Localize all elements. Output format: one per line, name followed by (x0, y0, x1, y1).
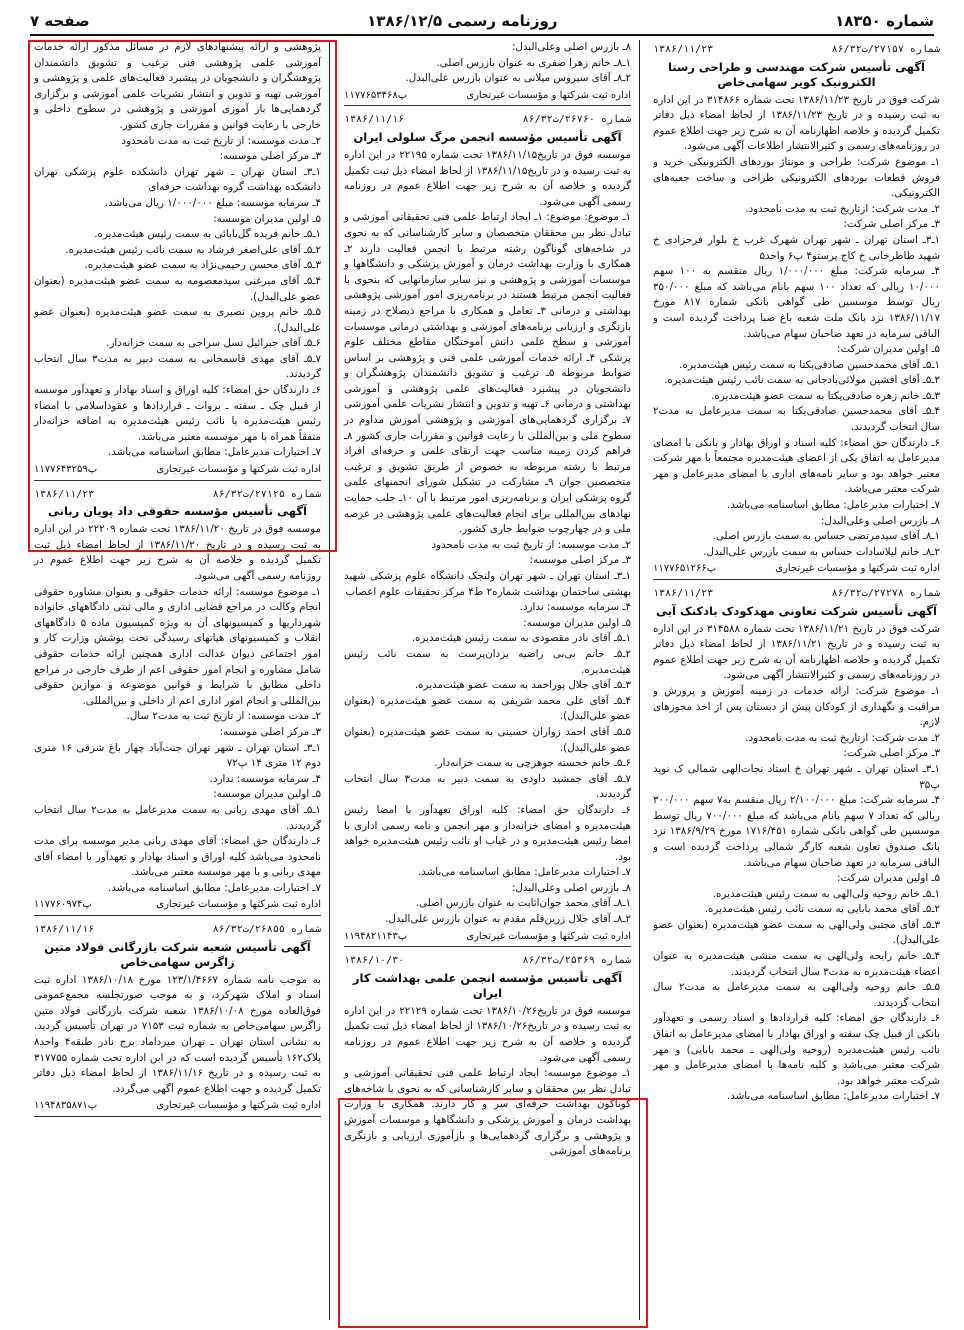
notice-footer (653, 561, 940, 580)
registry-name: اداره ثبت شرکتها و مؤسسات غیرتجاری (156, 1100, 321, 1112)
column-middle (340, 40, 640, 1320)
notice-paragraph: ۱ـ۳ـ استان تهران ـ شهر تهران ولنجک دانشگاه علوم پزشکی شهید بهشتی ساختمان بهداشت شماره۲ ط۴ مرکز تحقیقات علوم اعصاب (344, 570, 631, 598)
notice-paragraph: ۵ـ۵ـ خانم پروین نصیری به سمت عضو هیئت‌مدیره (بعنوان عضو علی‌البدل). (34, 306, 321, 334)
notice-code: پ۱۱۷۷۶۵۱۲۶۶ (653, 563, 717, 575)
notice-paragraph: ۷ـ اختیارات مدیرعامل: مطابق اساسنامه می‌باشد. (726, 499, 940, 512)
notice-code: پ۱۱۹۴۸۳۵۸۷۱ (34, 1100, 98, 1112)
notice-paragraph: ۲ـ مدت موسسه: از تاریخ ثبت به مدت نامحدود (121, 134, 321, 147)
notice-paragraph: موسسه فوق در تاریخ ۱۳۸۶/۱۱/۲۰ تحت شماره ۲۲۲۰۹ در این اداره به ثبت رسیده و در تاریخ ۱۳۸۶/۱۱/۲۰ از لحاظ امضاء ذیل ثبت تکمیل گردیده و خلاصه آن به شرح زیر جهت اطلاع عموم در روزنامه رسمی آگهی می‌شود. (34, 523, 321, 582)
notice-paragraph: ۴ـ سرمایه موسسه: ندارد. (209, 772, 321, 785)
notice (344, 40, 631, 106)
notice-number: شماره ۲۶۸۵۵/ت۸۶/۳۲ (212, 924, 321, 936)
page-header (30, 8, 934, 36)
newspaper-date: روزنامه رسمی ۱۳۸۶/۱۲/۵ (367, 12, 558, 30)
notice-paragraph: ۱ـ۸ـ آقای محمد جوان‌اثابت به عنوان بازرس اصلی. (415, 897, 631, 910)
notice-paragraph: ۱ـ۳ـ استان تهران ـ شهر تهران دانشکده علوم پزشکی تهران دانشکده بهداشت گروه بهداشت حرفه‌ای (34, 165, 321, 194)
registry-name: اداره ثبت شرکتها و مؤسسات غیرتجاری (466, 89, 631, 101)
notice-paragraph: ۴ـ سرمایه شرکت: مبلغ ۲/۱۰۰/۰۰۰ ریال منقسم به۷ سهم ۳۰۰/۰۰۰ ریالی که تعداد ۷ سهم بانام می‌باشد که مبلغ ۷۰۰/۰۰۰ ریال توسط موسسین طی گواهی بانکی شماره ۱۷۱۶/۴۵۱ مورخ ۱۳۸۶/۹/۲۹ نزد بانک صندوق تعاون شعبه کارگر شمالی پرداخت گردیده است و الباقی سرمایه در تعهد صاحبان سهام می‌باشد. (653, 794, 940, 869)
notice-paragraph: ۷ـ۵ـ آقای جمشید داودی به سمت دبیر به مدت۳ سال انتخاب گردیدند. (344, 772, 632, 801)
registry-name: اداره ثبت شرکتها و مؤسسات غیرتجاری (156, 464, 321, 476)
notice-number: شماره ۲۶۷۶۰/ت۸۶/۳۲ (522, 114, 631, 126)
notice-paragraph: ۲ـ۵ـ خانم بی‌بی راضیه یزدان‌پرست به سمت نائب رئیس هیئت‌مدیره. (344, 647, 631, 676)
notice-paragraph: ۱ـ۵ـ آقای مهدی ربانی به سمت مدیرعامل به مدت۲ سال انتخاب گردیدند. (34, 803, 321, 832)
notice-paragraph: ۴ـ۵ـ خانم رایحه ولی‌الهی به سمت منشی هیئت‌مدیره به عنوان اعضاء هیئت‌مدیره به مدت۳ سال انتخاب گردیدند. (653, 950, 940, 978)
notice-title: آگهی تأسیس شرکت مهندسی و طراحی رستا الکترونیک کویر سهامی‌خاص (667, 59, 926, 89)
notice-paragraph: ۸ـ بازرس اصلی وعلی‌البدل: (820, 514, 940, 527)
notice-paragraph: ۲ـ۵ـ آقای محمد بابایی به سمت نائب رئیس هیئت‌مدیره. (704, 903, 940, 916)
registry-name: اداره ثبت شرکتها و مؤسسات غیرتجاری (156, 899, 321, 911)
notice (653, 42, 940, 580)
notice-paragraph: ۳ـ مرکز اصلی موسسه: (219, 725, 321, 738)
notice-meta (653, 586, 940, 602)
notice-title: آگهی تأسیس مؤسسه انجمن مرگ سلولی ایران (353, 129, 622, 144)
notice-number: شماره ۲۷۱۲۵/ت۸۶/۳۲ (212, 488, 321, 500)
notice-paragraph: شرکت فوق در تاریخ ۱۳۸۶/۱۱/۲۳ تحت شماره ۳۱۴۸۶۶ در این اداره به ثبت رسیده و در تاریخ ۱۳۸۶/۱۱/۲۳ از لحاظ امضاء ذیل دفاتر تکمیل گردیده و خلاصه اظهارنامه آن به شرح زیر جهت اطلاع عموم در روزنامه‌های رسمی و کثیرالانتشار اطلاعات آگهی می‌شود. (653, 93, 940, 153)
notice-number: شماره ۲۵۳۶۹/ت۸۶/۳۲ (522, 955, 631, 967)
notice-paragraph: ۴ـ سرمایه موسسه: ندارد. (519, 601, 631, 614)
notice-paragraph: شرکت فوق در تاریخ ۱۳۸۶/۱۱/۲۱ تحت شماره ۳۱۴۵۸۸ در این اداره به ثبت رسیده و در تاریخ ۱۳۸۶/۱۱/۲۱ از لحاظ امضاء ذیل دفاتر تکمیل گردیده و خلاصه اظهارنامه آن به شرح زیر جهت اطلاع عموم در روزنامه‌های رسمی و کثیرالانتشار آگهی می‌شود. (653, 622, 940, 682)
notice-date: ۱۳۸۶/۱۱/۱۶ (34, 924, 95, 936)
notice-date: ۱۳۸۶/۱۰/۳۰ (344, 955, 405, 967)
notice-paragraph: ۸ـ بازرس اصلی وعلی‌البدل: (511, 881, 631, 894)
notice-meta (653, 42, 940, 58)
notice (344, 953, 631, 1160)
notice-title: آگهی تأسیس مؤسسه انجمن علمی بهداشت کار ایران (352, 970, 623, 1000)
notice-paragraph: ۲ـ۸ـ خانم لیلاسادات حساس به سمت بازرس علی‌البدل. (703, 545, 940, 558)
notice-code: پ۱۱۷۷۶۴۳۲۵۹ (34, 464, 98, 476)
notice-date: ۱۳۸۶/۱۱/۲۳ (34, 488, 95, 500)
notice-paragraph: ۳ـ۵ـ آقای مجتبی ولی‌الهی به سمت عضو هیئت‌مدیره (بعنوان عضو علی‌البدل). (653, 918, 940, 947)
notice-paragraph: ۷ـ اختیارات مدیرعامل: مطابق اساسنامه می‌باشد. (417, 866, 631, 879)
registry-name: اداره ثبت شرکتها و مؤسسات غیرتجاری (775, 563, 940, 575)
notice-paragraph: ۲ـ۵ـ آقای علی‌اصغر فرشاد به سمت نائب رئیس هیئت‌مدیره. (65, 243, 321, 256)
notice-paragraph: ۶ـ دارندگان حق امضاء: کلیه اوراق و اسناد بهادار و تعهدآور موسسه از قبیل چک ـ سفته ـ بروات ـ قراردادها و عقوداسلامی با امضاء رئیس هیئت‌مدیره یا نائب رئیس هیئت‌مدیره به اضافه خزانه‌دار متفقاً همراه با مهر موسسه معتبر می‌باشد. (34, 384, 321, 443)
notice-paragraph: ۵ـ اولین مدیران موسسه: (523, 616, 631, 629)
notice-title: آگهی تأسیس شرکت تعاونی مهدکودک بادکنک آبی (656, 603, 937, 618)
notice-code: پ۱۱۷۷۶۵۳۴۶۸ (344, 89, 408, 101)
notice-paragraph: ۸ـ بازرس اصلی وعلی‌البدل: (511, 41, 631, 53)
notice-paragraph: ۷ـ اختیارات مدیرعامل: مطابق اساسنامه می‌باشد. (726, 1090, 940, 1103)
registry-name: اداره ثبت شرکتها و مؤسسات غیرتجاری (466, 930, 631, 942)
notice-paragraph: ۱ـ موضوع موسسه: ایجاد ارتباط علمی فنی تحقیقاتی آموزشی و تبادل نظر بین محققان و سایر کارشناسانی که به نحوی با شاخه‌های گوناگون بهداشت حرفه‌ای سر و کار دارند. همکاری با وزارت بهداشت درمان و آموزش پزشکی و دانشگاهها و موسسات آموزش و پژوهشی و برگزاری گردهمایی‌ها و بازآموزی ارزیابی و بازنگری برنامه‌های آموزشی (344, 1067, 631, 1158)
notice-footer (34, 462, 321, 481)
notice-meta (34, 922, 321, 938)
notice-paragraph: ۲ـ۸ـ آقای جلال زرین‌قلم مقدم به عنوان بازرس علی‌البدل. (385, 913, 631, 926)
notice-paragraph: ۱ـ۸ـ آقای سیدمرتضی حساس به سمت بازرس اصلی. (712, 530, 940, 543)
notice-paragraph: ۲ـ۸ـ آقای سیروس میلانی به عنوان بازرس علی‌البدل. (405, 72, 631, 85)
notice-paragraph: موسسه فوق در تاریخ۱۳۸۶/۱۱/۱۵ تحت شماره ۲۲۱۹۵ در این اداره به ثبت رسیده و در تاریخ۱۳۸۶/۱۱/۱۵ از لحاظ امضاء ذیل ثبت تکمیل گردیده و خلاصه آن به شرح زیر جهت اطلاع عموم در روزنامه رسمی آگهی می‌شود. (344, 148, 631, 208)
notice-paragraph: ۵ـ اولین مدیران موسسه: (213, 212, 321, 225)
notice (344, 112, 631, 947)
notice-code: پ۱۱۹۴۸۲۱۱۴۳ (344, 930, 408, 942)
notice-date: ۱۳۸۶/۱۱/۱۶ (344, 114, 405, 126)
notice-paragraph: ۶ـ۵ـ خانم خجسته جوهرچی به سمت خزانه‌دار. (434, 757, 631, 770)
notice-paragraph: ۷ـ۵ـ آقای مهدی قاسمخانی به سمت دبیر به مدت۳ سال انتخاب گردیدند. (34, 352, 321, 381)
notice-paragraph: ۱ـ موضوع شرکت: طراحی و مونتاژ بوردهای الکترونیکی خرید و فروش قطعات بوردهای الکترونیکی طراحی و ساخت جعبه‌های الکترونیکی. (653, 155, 940, 200)
notice-paragraph: ۵ـ۵ـ آقای احمد زواران حسینی به سمت عضو هیئت‌مدیره (بعنوان عضو علی‌البدل). (344, 725, 631, 754)
notice-date: ۱۳۸۶/۱۱/۲۳ (653, 588, 714, 599)
notice-paragraph: ۴ـ۵ـ آقای علی محمد شریفی به سمت عضو هیئت‌مدیره (بعنوان عضو علی‌البدل). (344, 694, 631, 723)
notice-paragraph: ۱ـ۳ـ استان تهران ـ شهر تهران شهرک غرب خ بلوار فرحزادی خ شهید طاطرخانی خ کاج پرستو۴ پ۶ واحد۵ (653, 233, 940, 262)
notice-paragraph: ۳ـ۵ـ آقای جلال پوراحمد به سمت عضو هیئت‌مدیره. (414, 679, 631, 692)
notice-paragraph: ۵ـ اولین مدیران شرکت: (837, 872, 940, 885)
notice-number: شماره ۲۷۲۷۸/ت۸۶/۳۲ (831, 588, 940, 599)
notice-paragraph: ۴ـ۵ـ آقای محمدحسین صادقی‌یکتا به سمت مدیرعامل به مدت۲ سال انتخاب گردیدند. (653, 405, 940, 434)
notice-footer (344, 88, 631, 107)
page-number: صفحه ۷ (30, 12, 90, 30)
notice-paragraph: ۳ـ مرکز اصلی شرکت: (843, 218, 940, 231)
notice-paragraph: ۶ـ دارندگان حق امضاء: آقای مهدی ربانی مدیر موسسه برای مدت نامحدود می‌باشد کلیه اوراق و اسناد بهادار و تعهدآور با امضاء آقای مهدی ربانی و با مهر موسسه معتبر می‌باشد. (34, 835, 321, 879)
notice-paragraph: ۱ـ موضوع موسسه: ارائه خدمات حقوقی و بعنوان مشاوره حقوقی انجام وکالت در مراجع قضایی اداری و مالی ثبتی دادگاههای خانواده شهرداریها و کمیسیونهای آن به ویژه کمیسیون ماده ۵ دادگاههای انقلاب و کمیسیونهای هیاتهای رسیدگی تحت پوشش وزارت کار و امور اجتماعی دیوان عدالت اداری همچنین ارائه خدمات حقوقی شامل مشاوره و انجام امور حقوقی اعم از طرف خارجی در مراجع داخلی مطابق با شرایط و قوانین موضوعه و موازین حقوقی بین‌المللی و انجام امور اداری اعم از داخلی و بین‌المللی. (34, 585, 322, 707)
notice-paragraph: ۵ـ۵ـ خانم روحیه ولی‌الهی به سمت مدیرعامل به مدت۲ سال انتخاب گردیدند. (653, 981, 940, 1009)
notice-paragraph: ۱ـ۵ـ خانم روحیه ولی‌الهی به سمت رئیس هیئت‌مدیره. (712, 887, 940, 900)
notice (34, 40, 321, 481)
notice-meta (34, 487, 321, 503)
notice-paragraph: ۳ـ۵ـ خانم زهره صادقی‌یکتا به سمت عضو هیئت‌مدیره. (711, 389, 940, 402)
notice (34, 922, 321, 1117)
notice (34, 487, 321, 916)
notice-paragraph: ۱ـ۵ـ آقای نادر مقصودی به سمت رئیس هیئت‌مدیره. (411, 632, 631, 645)
notice-paragraph: ۶ـ۵ـ آقای جبرائیل نسل سراجی به سمت خزانه‌دار. (106, 337, 321, 350)
issue-number: شماره ۱۸۳۵۰ (835, 12, 934, 30)
notice-meta (344, 112, 631, 128)
notice-paragraph: ۱ـ موضوع: موضوع: ۱ـ ایجاد ارتباط علمی فنی تحقیقاتی آموزشی و تبادل نظر بین محققان متخصصان و سایر کارشناسانی که به نحوی در شاخه‌های گوناگون رشته مرتبط با انجمن فعالیت دارند ۲ـ همکاری با وزارت بهداشت درمان و آموزش پزشکی و دانشگاهها و موسسات آموزشی و پژوهشی و نیز سایر سازمانهایی که بنحوی با فعالیت انجمن مرتبط هستند در برنامه‌ریزی امور آموزشی پژوهشی بهداشتی و درمانی ۳ـ تعامل و همکاری با مراجع ذیصلاح در زمینه بازنگری و ارزیابی برنامه‌های آموزشی و بهداشتی درمانی موسسات آموزشی و سطح علمی دانش آموختگان مقاطع مختلف علوم پزشکی ۴ـ ارائه خدمات آموزشی علمی فنی و پژوهشی بر اساس ضوابط مربوطه ۵ـ ترغیب و تشویق دانشمندان پژوهشگران و دانشجویان در پیشبرد فعالیت‌های علمی پژوهشی و آموزشی بهداشتی و درمانی ۶ـ تهیه و تدوین و انتشار نشریات علمی آموزشی ۷ـ برگزاری گردهمایی‌های آموزشی و پژوهشی آموزش مداوم در سطوح ملی و بین‌المللی با رعایت قوانین و مقررات جاری کشور ۸ـ فراهم کردن زمینه مناسب جهت ارتقای علمی و حرفه‌ای افراد مرتبط با رشته مربوطه به خصوص از طریق تشویق و ترغیب متخصصین جوان ۹ـ مشارکت در تشکیل شورای انجمنهای علمی گروه پزشکی ایران و برنامه‌ریزی امور مرتبط با آن ۱۰ـ جلب حمایت نهادهای بین‌المللی برای انجام فعالیت‌های علمی پژوهشی در عرصه ملی و در چهارچوب ضوابط جاری کشور. (344, 211, 632, 536)
notice-paragraph: ۷ـ اختیارات مدیرعامل: مطابق اساسنامه می‌باشد. (107, 881, 321, 894)
notice-paragraph: ۱ـ۵ـ آقای محمدحسین صادقی‌یکتا به سمت رئیس هیئت‌مدیره. (679, 358, 940, 371)
notice-paragraph: ۲ـ مدت موسسه: از تاریخ ثبت به مدت۲ سال. (126, 710, 321, 723)
notice-paragraph: ۳ـ۵ـ آقای محسن رحیمی‌نژاد به سمت عضو هیئت‌مدیره. (84, 259, 321, 272)
notice-footer (34, 1098, 321, 1117)
column-left (30, 40, 330, 1320)
notice-paragraph: ۲ـ۵ـ آقای افشین مولائی‌بادجانی به سمت نائب رئیس هیئت‌مدیره. (664, 374, 940, 387)
notice-paragraph: ۲ـ مدت شرکت: ازتاریخ ثبت به مدت نامحدود. (745, 202, 940, 215)
notice-paragraph: به موجب نامه شماره ۱۲۳/۱/۴۶۶۷ مورخ ۱۳۸۶/۱۰/۱۸ اداره ثبت اسناد و املاک شهرکرد، و به موجب صورتجلسه مجمع‌عمومی فوق‌العاده مورخ ۱۳۸۶/۱۰/۰۸ شعبه شرکت بازرگانی فولاد متین زاگرس سهامی‌خاص به شماره ثبت ۷۱۵۳ در تهران تأسیس گردید. به نشانی استان تهران ـ تهران میرداماد برج نادر طبقه۴ واحد۸ پلاک۱۶۲ تأسیس گردیده است که در این اداره تحت شماره ۳۱۷۷۵۵ به ثبت رسیده و در تاریخ ۱۳۸۶/۱۱/۱۶ از لحاظ امضاء ذیل دفاتر تکمیل گردیده و جهت اطلاع عموم آگهی می‌گردد. (34, 973, 321, 1095)
notice-paragraph: ۲ـ مدت شرکت: ازتاریخ ثبت به مدت نامحدود. (745, 731, 940, 744)
notice-paragraph: ۳ـ مرکز اصلی شرکت: (843, 747, 940, 760)
notice-title: آگهی تأسیس شعبه شرکت بازرگانی فولاد متین زاگرس سهامی‌خاص (44, 939, 311, 969)
notice-paragraph: ۵ـ اولین مدیران شرکت: (837, 343, 940, 356)
notice-footer (34, 897, 321, 916)
notice-paragraph: ۴ـ۵ـ آقای میرغنی سیدمعصومه به سمت عضو هیئت‌مدیره (بعنوان عضو علی‌البدل). (34, 274, 321, 303)
notice-paragraph: پژوهشی و ارائه پیشنهادهای لازم در مسائل مذکور ارائه خدمات آموزشی علمی پژوهشی فنی ترغیب و تشویق دانشمندان پژوهشگران و دانشجویان در پیشبرد فعالیت‌های علمی و پژوهشی و آموزشی تهیه و تدوین و انتشار نشریات علمی آموزشی و برگزاری گردهمایی‌ها باز آموزی آموزشی و پژوهشی در سطوح داخلی و خارجی با رعایت قوانین و مقررات جاری کشور. (34, 41, 321, 131)
notice-paragraph: ۱ـ۵ـ خانم فریده گل‌بابائی به سمت رئیس هیئت‌مدیره. (94, 228, 321, 241)
notice-paragraph: ۶ـ دارندگان حق امضاء: کلیه اوراق تعهدآور با امضا رئیس هیئت‌مدیره و امضای خزانه‌دار و مهر انجمن و نامه رسمی اداری با امضا رئیس هیئت‌مدیره و در غیاب او نائب رئیس هیئت‌مدیره خواهد بود. (344, 803, 631, 863)
notice-meta (344, 953, 631, 969)
notice-paragraph: ۱ـ موضوع شرکت: ارائه خدمات در زمینه آموزش و پرورش و مراقبت و نگهداری از کودکان پیش از دبستان پس از اخذ مجوزهای لازم. (653, 684, 940, 729)
notice-paragraph: ۶ـ دارندگان حق امضاء: کلیه اسناد و اوراق بهادار و بانکی با امضای مدیرعامل به اتفاق یکی از اعضای هیئت‌مدیره مجتمعاً با مهر شرکت معتبر خواهد بود و سایر نامه‌های اداری با امضای مدیرعامل و مهر شرکت معتبر می‌باشد. (653, 436, 940, 496)
notice-code: پ۱۱۷۷۶۰۹۷۴ (34, 899, 92, 911)
notice-date: ۱۳۸۶/۱۱/۲۳ (653, 44, 714, 55)
notice-paragraph: ۱ـ۳ـ استان تهران ـ شهر تهران خ استاد نجات‌الهی شمالی ک نوید پ۳۵ (653, 762, 940, 791)
notice-number: شماره ۲۷۱۵۷/ت۸۶/۳۲ (831, 44, 940, 55)
notice-paragraph: ۲ـ مدت موسسه: از تاریخ ثبت به مدت نامحدود (431, 538, 631, 551)
notice-footer (344, 929, 631, 948)
notice-paragraph: ۱ـ۸ـ خانم زهرا صفری به عنوان بازرس اصلی. (436, 56, 631, 69)
notice-paragraph: ۴ـ سرمایه شرکت: مبلغ ۱/۰۰۰/۰۰۰ ریال منقسم به ۱۰۰ سهم ۱۰/۰۰۰ ریالی که تعداد ۱۰۰ سهم بانام می‌باشد که مبلغ ۳۵۰/۰۰۰ ریال توسط موسسین طی گواهی بانکی شماره ۸۱۷ مورخ ۱۳۸۶/۱۱/۱۷ نزد بانک ملت شعبه باغ صبا پرداخت گردیده است و الباقی سرمایه در تعهد صاحبان سهام می‌باشد. (653, 265, 940, 340)
notice-paragraph: ۴ـ سرمایه موسسه: مبلغ ۱/۰۰۰/۰۰۰ ریال می‌باشد. (104, 196, 321, 209)
notice (653, 586, 940, 1105)
notice-paragraph: ۱ـ۳ـ استان تهران ـ شهر تهران جنت‌آباد چهار باغ شرقی ۱۶ متری دوم ۱۲ متری ۱۴ پ۷۲ (34, 741, 321, 770)
notice-paragraph: ۳ـ مرکز اصلی موسسه: (529, 554, 631, 567)
column-right (653, 40, 940, 1320)
notice-title: آگهی تأسیس مؤسسه حقوقی داد پویان ربانی (48, 504, 307, 519)
notice-paragraph: موسسه فوق در تاریخ۱۳۸۶/۱۰/۲۶ تحت شماره ۲۲۱۲۹ در این اداره به ثبت رسیده و در تاریخ۱۳۸۶/۱۰/۲۶ از لحاظ امضاء ذیل ثبت تکمیل گردیده و خلاصه آن به شرح زیر جهت اطلاع عموم در روزنامه رسمی آگهی می‌شود. (344, 1004, 631, 1064)
notice-paragraph: ۷ـ اختیارات مدیرعامل: مطابق اساسنامه می‌باشد. (107, 446, 321, 459)
notice-paragraph: ۳ـ مرکز اصلی موسسه: (219, 150, 321, 163)
notice-paragraph: ۶ـ دارندگان حق امضاء: کلیه قراردادها و اسناد رسمی و تعهدآور بانکی از قبیل چک سفته و اوراق بهادار با امضای مدیرعامل به اتفاق نائب رئیس هیئت‌مدیره (روحیه ولی‌الهی ـ محمد بابایی) و مهر شرکت معتبر می‌باشد و کلیه نامه‌ها با امضای مدیرعامل و مهر شرکت معتبر خواهد بود. (653, 1012, 940, 1087)
notice-paragraph: ۵ـ اولین مدیران موسسه: (213, 788, 321, 801)
